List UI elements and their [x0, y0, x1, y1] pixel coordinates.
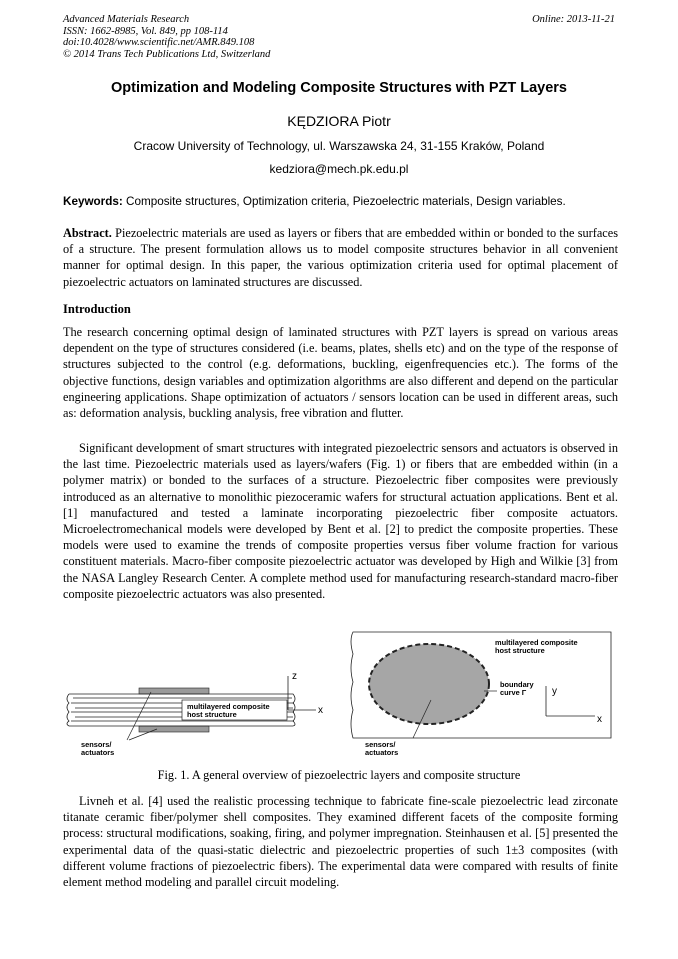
sensors-label-line1: sensors/ [81, 740, 112, 749]
boundary-label-line2: curve Γ [500, 688, 527, 697]
figure-caption: Fig. 1. A general overview of piezoelectric layers and composite structure [157, 768, 521, 782]
intro-paragraph-3: Livneh et al. [4] used the realistic processing technique to fabricate fine-scale piezoelectric lead zirconate titanate ceramic fiber/polymer shell composites. They examined different facets of the composite forming process: structural modifications, soaking, firing, and polymer impregnation. Steinhausen et al. [5] presented the experimental data of the quasi-static dielectric and piezoelectric properties of such 1±3 composites (with different volume fractions of piezoelectric fibers). The experimental data were compared with results of finite element method modeling and parallel circuit modeling. [63, 794, 618, 890]
pzt-patch [369, 644, 489, 724]
right-panel [351, 632, 611, 757]
axis-y-label: y [552, 686, 557, 697]
host-label-right-line2: host structure [495, 646, 545, 655]
boundary-label-line1: boundary [500, 680, 534, 689]
intro-paragraph-1: The research concerning optimal design of laminated structures with PZT layers is spread on various areas dependent on the type of structures considered (i.e. beams, plates, shells etc) and on the type of the response of structures subjected to the control (e.g. deformations, buckling, eigenfrequencies etc.). The forms of the objective functions, design variables and optimization algorithms are also different and depend on the particular engineering applications. Shape optimization of actuators / sensors location can be used in different areas, such as: deformation analysis, buckling analysis, free vibration and flutter. [63, 325, 618, 421]
intro-paragraph-2: Significant development of smart structures with integrated piezoelectric sensors and actuators is observed in the last time. Piezoelectric materials used as layers/wafers (Fig. 1) or fibers that are embedded within (in a polymer matrix) or bonded to the surfaces of a structure. Piezoelectric fiber composites were previously introduced as an alternative to monolithic piezoceramic wafers for structural actuation applications. Bent et al. [1] manufactured and tested a laminate incorporating piezoelectric fiber composite actuators. Microelectromechanical models were developed by Bent et al. [2] to predict the composite properties. These models were used to examine the trends of composite properties versus fiber volume fraction for various constituent materials. Macro-fiber composite piezoelectric actuator was developed by High and Wilkie [3] from the NASA Langley Research Center. A complete method used for manufacturing research-standard macro-fiber composite piezoelectric actuators was also presented. [63, 441, 618, 601]
author-name: KĘDZIORA Piotr [287, 113, 391, 129]
sensors-right-line2: actuators [365, 748, 399, 757]
paper-title: Optimization and Modeling Composite Structures with PZT Layers [111, 80, 567, 96]
journal-name: Advanced Materials Research [63, 14, 190, 25]
bottom-actuator-layer [139, 726, 209, 732]
host-label-right-line1: multilayered composite [495, 638, 578, 647]
journal-header [63, 14, 270, 60]
doi-line: doi:10.4028/www.scientific.net/AMR.849.108 [63, 37, 255, 48]
figure-1 [63, 628, 618, 764]
sensors-label-line2: actuators [81, 748, 115, 757]
section-heading-introduction: Introduction [63, 302, 131, 316]
left-panel [67, 671, 323, 757]
host-label-line2: host structure [187, 710, 237, 719]
keywords-text: Composite structures, Optimization criteria, Piezoelectric materials, Design variables. [126, 195, 566, 208]
abstract-label: Abstract. [63, 226, 112, 240]
axis-x-label-left: x [318, 705, 323, 716]
axis-z-label: z [292, 671, 297, 682]
top-actuator-layer [139, 688, 209, 694]
axis-x-label-right: x [597, 714, 602, 725]
keywords [63, 195, 618, 208]
sensors-right-line1: sensors/ [365, 740, 396, 749]
author-email: kedziora@mech.pk.edu.pl [269, 162, 409, 176]
copyright-line: © 2014 Trans Tech Publications Ltd, Switzerland [63, 48, 271, 60]
abstract-text: Piezoelectric materials are used as layers or fibers that are embedded within or bonded to the surfaces of a structure. The present formulation allows us to model composite structures behavior in all convenient manner for optimal design. In this paper, the various optimization criteria used for optimal placement of piezoelectric actuators on laminated structures are discussed. [63, 226, 618, 289]
affiliation: Cracow University of Technology, ul. Warszawska 24, 31-155 Kraków, Poland [133, 139, 545, 153]
abstract [63, 225, 618, 290]
issn-line: ISSN: 1662-8985, Vol. 849, pp 108-114 [63, 25, 228, 37]
keywords-label: Keywords: [63, 195, 123, 208]
host-label-line1: multilayered composite [187, 702, 270, 711]
online-date: Online: 2013-11-21 [532, 14, 615, 25]
